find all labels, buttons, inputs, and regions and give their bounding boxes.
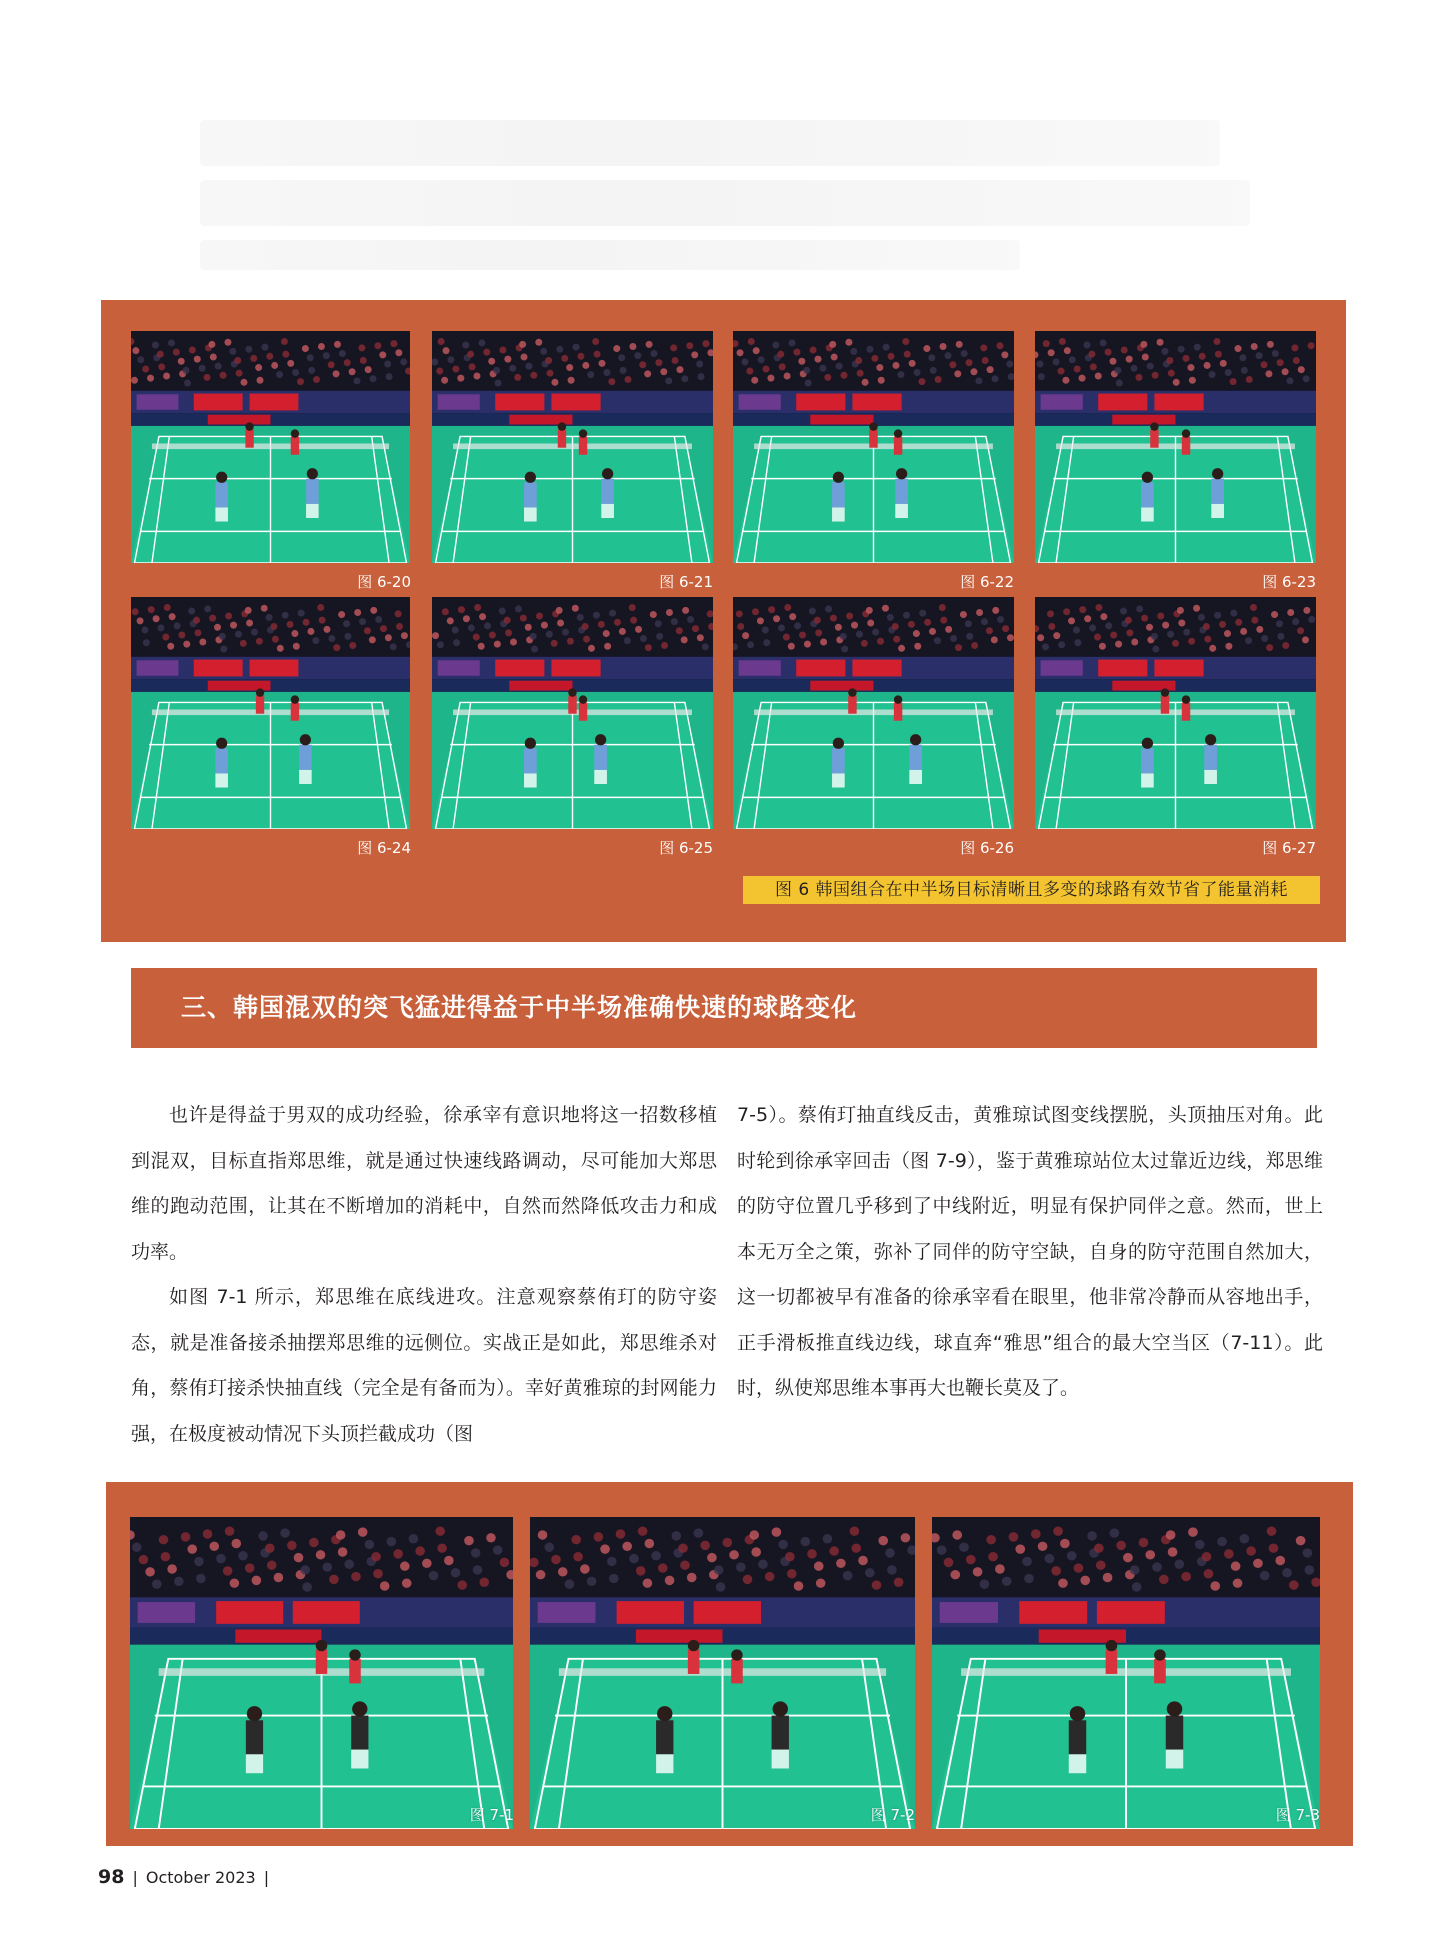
caption-6-21: 图 6-21 — [659, 573, 713, 591]
body-column-left — [131, 1093, 717, 1457]
photo-6-27 — [1035, 597, 1316, 829]
figure-6-caption: 图 6 韩国组合在中半场目标清晰且多变的球路有效节省了能量消耗 — [743, 876, 1320, 904]
caption-7-3: 图 7-3 — [1275, 1806, 1320, 1824]
photo-6-26 — [733, 597, 1014, 829]
caption-7-2: 图 7-2 — [870, 1806, 915, 1824]
caption-6-22: 图 6-22 — [960, 573, 1014, 591]
caption-7-1: 图 7-1 — [469, 1806, 514, 1824]
photo-6-20 — [131, 331, 410, 563]
caption-6-26: 图 6-26 — [960, 839, 1014, 857]
caption-6-23: 图 6-23 — [1262, 573, 1316, 591]
paragraph: 7-5）。蔡侑玎抽直线反击，黄雅琼试图变线摆脱，头顶抽压对角。此时轮到徐承宰回击（图 7-9），鉴于黄雅琼站位太过靠近边线，郑思维的防守位置几乎移到了中线附近，明显有保护同伴之意。然而，世上本无万全之策，弥补了同伴的防守空缺，自身的防守范围自然加大，这一切都被早有准备的徐承宰看在眼里，他非常冷静而从容地出手，正手滑板推直线边线，球直奔“雅思”组合的最大空当区（7-11）。此时，纵使郑思维本事再大也鞭长莫及了。 — [737, 1104, 1323, 1399]
faded-background-text — [200, 120, 1250, 284]
caption-6-20: 图 6-20 — [357, 573, 411, 591]
page-number: 98 — [98, 1866, 125, 1888]
caption-6-24: 图 6-24 — [357, 839, 411, 857]
caption-6-27: 图 6-27 — [1262, 839, 1316, 857]
photo-7-1 — [130, 1517, 513, 1829]
paragraph: 也许是得益于男双的成功经验，徐承宰有意识地将这一招数移植到混双，目标直指郑思维，就是通过快速线路调动，尽可能加大郑思维的跑动范围，让其在不断增加的消耗中，自然而然降低攻击力和成功率。 — [131, 1104, 717, 1263]
paragraph: 如图 7-1 所示，郑思维在底线进攻。注意观察蔡侑玎的防守姿态，就是准备接杀抽摆郑思维的远侧位。实战正是如此，郑思维杀对角，蔡侑玎接杀快抽直线（完全是有备而为）。幸好黄雅琼的封网能力强，在极度被动情况下头顶拦截成功（图 — [131, 1286, 717, 1445]
page-footer: 98 | October 2023 | — [98, 1866, 270, 1888]
photo-6-21 — [432, 331, 713, 563]
figure-6-panel — [101, 300, 1346, 942]
body-column-right — [737, 1093, 1323, 1412]
photo-6-24 — [131, 597, 410, 829]
issue-date: October 2023 — [145, 1868, 256, 1887]
section-heading: 三、韩国混双的突飞猛进得益于中半场准确快速的球路变化 — [131, 968, 1317, 1048]
photo-7-2 — [530, 1517, 915, 1829]
caption-6-25: 图 6-25 — [659, 839, 713, 857]
photo-6-22 — [733, 331, 1014, 563]
photo-6-23 — [1035, 331, 1316, 563]
figure-7-panel — [106, 1482, 1353, 1846]
photo-7-3 — [932, 1517, 1320, 1829]
photo-6-25 — [432, 597, 713, 829]
